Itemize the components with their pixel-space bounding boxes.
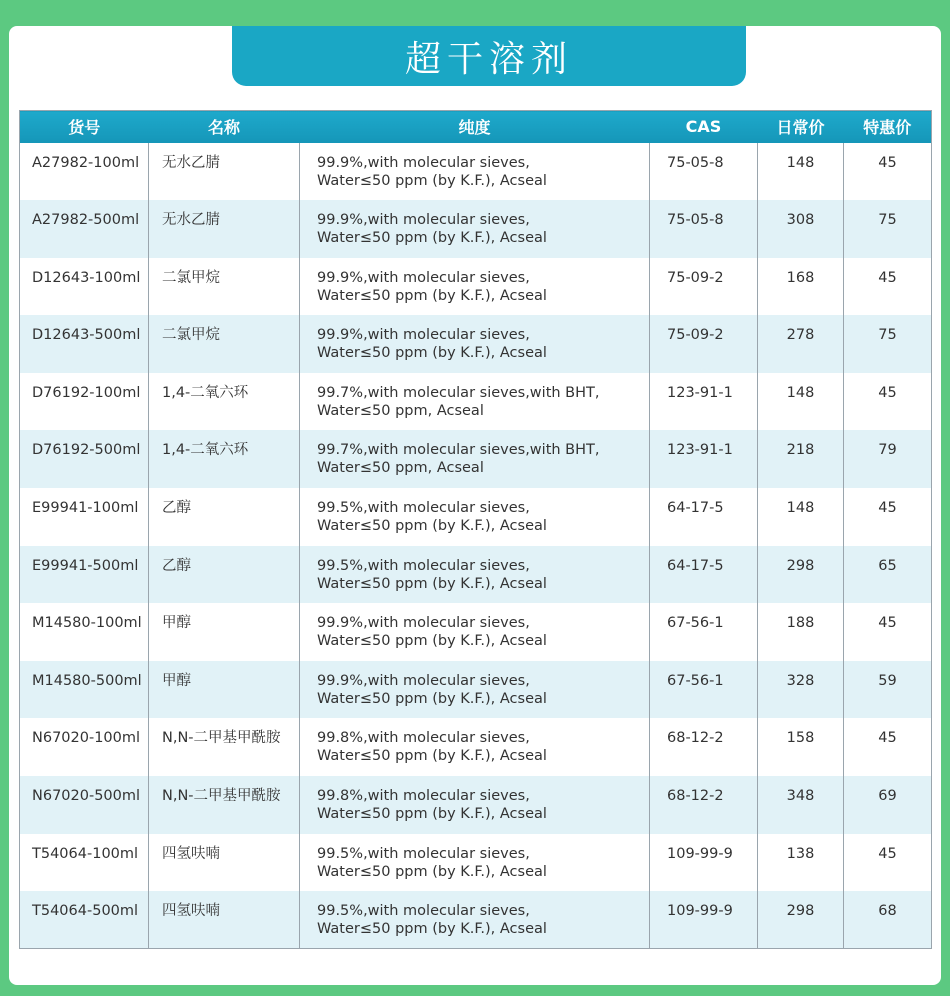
- header-cas: CAS: [650, 111, 758, 143]
- cell-code: N67020-500ml: [32, 788, 141, 805]
- cell-regular-price: 138: [758, 834, 844, 892]
- cell-name: N,N-二甲基甲酰胺: [149, 718, 300, 776]
- table-row: [20, 891, 932, 949]
- cell-special-price: 45: [844, 258, 932, 316]
- cell-special-price: 69: [844, 776, 932, 834]
- cell-purity: [300, 430, 650, 488]
- purity-line-1: 99.5%,with molecular sieves,: [317, 845, 530, 862]
- cell-cas: 75-05-8: [650, 200, 758, 258]
- cell-special-price: 75: [844, 200, 932, 258]
- cell-purity: [300, 373, 650, 431]
- cell-cas: 64-17-5: [650, 546, 758, 604]
- purity-line-2: Water≤50 ppm (by K.F.), Acseal: [317, 690, 547, 707]
- cell-purity: [300, 143, 650, 201]
- cell-special-price: 79: [844, 430, 932, 488]
- cell-regular-price: 148: [758, 143, 844, 201]
- purity-line-2: Water≤50 ppm (by K.F.), Acseal: [317, 633, 547, 650]
- table-row: [20, 258, 932, 316]
- table-row: [20, 718, 932, 776]
- cell-purity: [300, 891, 650, 949]
- product-table: [19, 110, 932, 949]
- cell-regular-price: 308: [758, 200, 844, 258]
- cell-regular-price: 158: [758, 718, 844, 776]
- purity-line-1: 99.5%,with molecular sieves,: [317, 500, 530, 517]
- cell-regular-price: 278: [758, 315, 844, 373]
- cell-regular-price: 218: [758, 430, 844, 488]
- purity-line-2: Water≤50 ppm, Acseal: [317, 402, 484, 419]
- cell-name: 二氯甲烷: [149, 315, 300, 373]
- cell-name: 乙醇: [149, 488, 300, 546]
- purity-line-1: 99.5%,with molecular sieves,: [317, 557, 530, 574]
- cell-code: A27982-500ml: [32, 212, 140, 229]
- cell-cas: 75-09-2: [650, 315, 758, 373]
- purity-line-1: 99.8%,with molecular sieves,: [317, 788, 530, 805]
- cell-regular-price: 148: [758, 373, 844, 431]
- cell-purity: [300, 834, 650, 892]
- cell-name: 四氢呋喃: [149, 834, 300, 892]
- cell-name: 乙醇: [149, 546, 300, 604]
- cell-cas: 68-12-2: [650, 776, 758, 834]
- cell-purity: [300, 258, 650, 316]
- cell-regular-price: 188: [758, 603, 844, 661]
- cell-cas: 109-99-9: [650, 891, 758, 949]
- purity-line-1: 99.9%,with molecular sieves,: [317, 615, 530, 632]
- purity-line-2: Water≤50 ppm, Acseal: [317, 460, 484, 477]
- purity-line-2: Water≤50 ppm (by K.F.), Acseal: [317, 575, 547, 592]
- cell-regular-price: 328: [758, 661, 844, 719]
- cell-purity: [300, 718, 650, 776]
- purity-line-1: 99.8%,with molecular sieves,: [317, 730, 530, 747]
- cell-regular-price: 168: [758, 258, 844, 316]
- cell-cas: 75-05-8: [650, 143, 758, 201]
- purity-line-1: 99.7%,with molecular sieves,with BHT,: [317, 442, 600, 459]
- purity-line-2: Water≤50 ppm (by K.F.), Acseal: [317, 230, 547, 247]
- cell-cas: 109-99-9: [650, 834, 758, 892]
- purity-line-1: 99.9%,with molecular sieves,: [317, 327, 530, 344]
- table-row: [20, 373, 932, 431]
- cell-purity: [300, 200, 650, 258]
- cell-cas: 64-17-5: [650, 488, 758, 546]
- cell-special-price: 75: [844, 315, 932, 373]
- table-row: [20, 200, 932, 258]
- cell-special-price: 45: [844, 488, 932, 546]
- purity-line-2: Water≤50 ppm (by K.F.), Acseal: [317, 863, 547, 880]
- header-row: [20, 111, 932, 143]
- cell-special-price: 45: [844, 834, 932, 892]
- cell-special-price: 45: [844, 603, 932, 661]
- cell-name: 四氢呋喃: [149, 891, 300, 949]
- purity-line-2: Water≤50 ppm (by K.F.), Acseal: [317, 921, 547, 938]
- cell-name: 1,4-二氧六环: [149, 430, 300, 488]
- header-purity: 纯度: [300, 111, 650, 143]
- cell-code: N67020-100ml: [32, 730, 141, 747]
- cell-special-price: 68: [844, 891, 932, 949]
- cell-name: 1,4-二氧六环: [149, 373, 300, 431]
- purity-line-1: 99.5%,with molecular sieves,: [317, 903, 530, 920]
- table-body: [20, 143, 932, 949]
- cell-code: D76192-500ml: [32, 442, 141, 459]
- purity-line-1: 99.9%,with molecular sieves,: [317, 269, 530, 286]
- cell-purity: [300, 315, 650, 373]
- cell-special-price: 65: [844, 546, 932, 604]
- cell-special-price: 45: [844, 373, 932, 431]
- cell-code: A27982-100ml: [32, 154, 140, 171]
- cell-code: T54064-500ml: [32, 903, 139, 920]
- cell-name: N,N-二甲基甲酰胺: [149, 776, 300, 834]
- purity-line-2: Water≤50 ppm (by K.F.), Acseal: [317, 287, 547, 304]
- cell-regular-price: 348: [758, 776, 844, 834]
- cell-purity: [300, 488, 650, 546]
- cell-code: E99941-100ml: [32, 500, 139, 517]
- header-name: 名称: [149, 111, 300, 143]
- cell-cas: 123-91-1: [650, 430, 758, 488]
- cell-purity: [300, 661, 650, 719]
- table-row: [20, 488, 932, 546]
- cell-special-price: 45: [844, 718, 932, 776]
- table-row: [20, 546, 932, 604]
- table-row: [20, 603, 932, 661]
- cell-name: 二氯甲烷: [149, 258, 300, 316]
- cell-code: M14580-100ml: [32, 615, 142, 632]
- purity-line-1: 99.9%,with molecular sieves,: [317, 154, 530, 171]
- cell-regular-price: 298: [758, 891, 844, 949]
- cell-cas: 67-56-1: [650, 661, 758, 719]
- purity-line-2: Water≤50 ppm (by K.F.), Acseal: [317, 172, 547, 189]
- header-regular-price: 日常价: [758, 111, 844, 143]
- cell-purity: [300, 776, 650, 834]
- cell-code: D76192-100ml: [32, 384, 141, 401]
- purity-line-2: Water≤50 ppm (by K.F.), Acseal: [317, 345, 547, 362]
- cell-cas: 67-56-1: [650, 603, 758, 661]
- table-row: [20, 430, 932, 488]
- table-header: [20, 111, 932, 143]
- table-row: [20, 776, 932, 834]
- cell-code: M14580-500ml: [32, 672, 142, 689]
- cell-special-price: 59: [844, 661, 932, 719]
- purity-line-2: Water≤50 ppm (by K.F.), Acseal: [317, 518, 547, 535]
- cell-code: T54064-100ml: [32, 845, 139, 862]
- cell-special-price: 45: [844, 143, 932, 201]
- header-special-price: 特惠价: [844, 111, 932, 143]
- cell-cas: 123-91-1: [650, 373, 758, 431]
- cell-cas: 68-12-2: [650, 718, 758, 776]
- cell-name: 甲醇: [149, 661, 300, 719]
- cell-name: 无水乙腈: [149, 200, 300, 258]
- table-row: [20, 143, 932, 201]
- table-row: [20, 315, 932, 373]
- purity-line-2: Water≤50 ppm (by K.F.), Acseal: [317, 806, 547, 823]
- header-code: 货号: [20, 111, 149, 143]
- cell-regular-price: 148: [758, 488, 844, 546]
- cell-code: D12643-500ml: [32, 327, 141, 344]
- cell-name: 甲醇: [149, 603, 300, 661]
- table-row: [20, 834, 932, 892]
- cell-cas: 75-09-2: [650, 258, 758, 316]
- purity-line-1: 99.9%,with molecular sieves,: [317, 212, 530, 229]
- cell-name: 无水乙腈: [149, 143, 300, 201]
- purity-line-2: Water≤50 ppm (by K.F.), Acseal: [317, 748, 547, 765]
- cell-code: E99941-500ml: [32, 557, 139, 574]
- page-title: 超干溶剂: [232, 26, 746, 86]
- table-row: [20, 661, 932, 719]
- cell-code: D12643-100ml: [32, 269, 141, 286]
- cell-purity: [300, 603, 650, 661]
- cell-purity: [300, 546, 650, 604]
- purity-line-1: 99.7%,with molecular sieves,with BHT,: [317, 384, 600, 401]
- cell-regular-price: 298: [758, 546, 844, 604]
- purity-line-1: 99.9%,with molecular sieves,: [317, 672, 530, 689]
